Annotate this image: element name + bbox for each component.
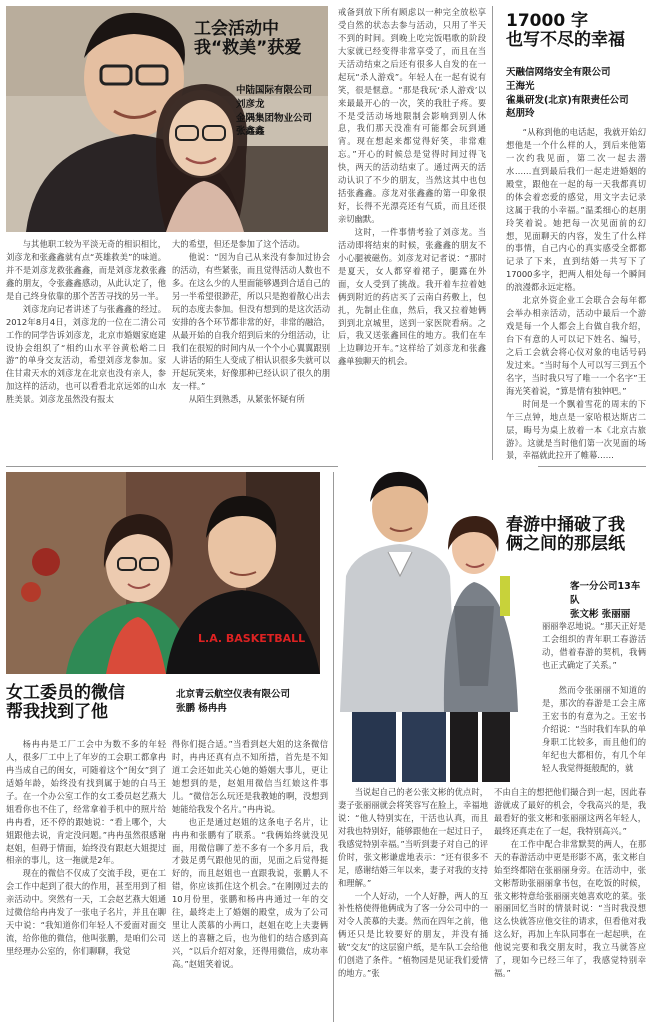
paragraph: 然而令张丽丽不知道的是，那次的春游是工会主席王宏书的有意为之。王宏书介绍说：“当时我们车队的单身职工比较多，而且他们的年纪也大都相仿，有几个年轻人我觉得挺般配的，就 [542, 685, 646, 773]
article1-title-line-2: 我“救美”获爱 [194, 38, 302, 59]
article1-column-2 [172, 238, 330, 460]
paragraph: 一个人好动，一个人好静，两人的互补性格使得他俩成为了客一分公司中的一对令人羡慕的夫妻。然而在四年之前，他俩还只是比较要好的朋友，并没有捅破“交友”的这层窗户纸，是车队工会给他们创造了条件。“植物园是见证我们爱情的地方。”张 [338, 890, 488, 979]
paragraph: 杨冉冉是工厂工会中为数不多的年轻人，很多厂工中上了年岁的工会职工都拿冉冉当成自己的闺女，可随着这个“闺女”到了适婚年龄，始终没有找到属于她的白马王子。在一个办公室工作的女工委员赵艺燕大姐看你也不住了，经常拿着手机中的照片给冉冉看，还不停的跟她说：“看上哪个，大姐跟他去说，肯定没问题。”冉冉虽然很感谢赵姐，但碍于情面，始终没有跟赵大姐提过相亲的事儿，这一拖就是2年。 [6, 739, 166, 866]
article4-title-line-2: 俩之间的那层纸 [506, 534, 625, 555]
article1-title-line-1: 工会活动中 [194, 19, 279, 39]
paragraph: 这时，一件事情考验了刘彦龙。当活动即将结束的时候，张鑫鑫的朋友不小心腿被磁伤。刘彦龙对记者说：“那时是夏天，女人都穿着裙子，腿露在外面，女人受到了挑战。我开着车拉着她俩到附近的药店买了云南白药敷上，包扎，先制止住血，然后，我又拉着她俩到到北京城里，送到一家医院看病。之后，我又送张鑫回住的地方。我们在车上边聊边开车。”这样给了刘彦龙和张鑫鑫单独聊天的机会。 [338, 226, 486, 367]
article1-column-1 [6, 238, 166, 460]
paragraph: 从陌生到熟悉，从紧张怀疑有所 [188, 394, 305, 405]
shirt-print: L.A. BASKETBALL [198, 632, 306, 645]
couple-photo-art [338, 466, 538, 782]
article3-title-line-2: 帮我找到了他 [6, 702, 108, 723]
paragraph: “从称到他的电话起，我就开始幻想他是一个什么样的人，到后来他第一次约我见面，第二次一起去潜水……直到最后我们一起走进婚姻的殿堂，跟他在一起的每一天我都真切的体会着恋爱的感觉，用文字去记录这属于我的小幸福。”温柔细心的赵朋玲笑着说。她把每一次见面前的幻想，见面聊天的内容，发生了什么样的事情，自己内心的真实感受全都都记录了下来，直到结婚一共写下了17000多字，把两人相处每一个瞬间的浪漫都永远定格。 [506, 127, 646, 293]
byline-person-2: 赵朋玲 [506, 108, 535, 120]
article1-title [194, 20, 334, 58]
couple-photo-zhang-yang [6, 472, 320, 674]
paragraph: 当说起自己的老公张文彬的优点时，妻子张丽丽就会将笑容写在脸上，幸福地说：“他人特别实在，干活也认真，而且对我也特别好，能够跟他在一起过日子，我感觉特别幸福。”当听到妻子对自己的评价时，张文彬谦虚地表示：“还有很多不足，感谢结婚三年以来，妻子对我的支持和理解。” [338, 787, 488, 888]
article2-body [506, 126, 646, 460]
article4-title [506, 516, 650, 554]
article2-title [506, 12, 648, 50]
paragraph: 时间是一个飘着雪花的周末的下午三点钟，地点是一家哈根达斯店二层，晦号为桌上放着一本《北京古旅游》。这就是当时他们第一次见面的场景，幸福就此拉开了帷幕…… [506, 398, 646, 460]
couple-photo-zhang-zhang [338, 466, 538, 782]
paragraph: 他说：“因为自己从来没有参加过协会的活动，有些紧张，而且觉得活动人数也不多。在这么少的人里面能够遇到合适自己的另一半希望很渺茫，所以只是抱着散心出去玩的态度去参加。但没有想到的是这次活动安排的各个环节都非常的好，非常的融洽，从最开始的自我介绍到后来的分组活动，让我们在很短的时间内从一个个小心翼翼跟别人讲话的陌生人变成了相认识很多失就可以开起玩笑来，好像那种已经认识了很久的朋友一样。” [172, 251, 330, 392]
byline-company: 客一分公司13车队 [570, 581, 641, 606]
section-divider [6, 466, 646, 467]
article3-column-1 [6, 738, 166, 1024]
article2-title-line-2: 也写不尽的幸福 [506, 30, 625, 51]
article3-column-2 [172, 738, 328, 1024]
byline-persons: 张鹏 杨冉冉 [176, 702, 227, 714]
article2-byline [506, 66, 648, 121]
byline-company-2: 雀巢研发(北京)有限责任公司 [506, 94, 629, 106]
article4-side-text [542, 620, 646, 682]
paragraph: 与其他职工较为平淡无奇的相识相比，刘彦龙和张鑫鑫就有点“英雄救美”的味道。并不是刘彦龙救张鑫鑫，而是刘彦龙救张鑫鑫的朋友，令张鑫鑫感动，从此认定了，他是自己终身依靠的那个苦苦寻找的另一半。 [6, 239, 166, 301]
paragraph: 得你们挺合适。”当看到赵大姐的这条微信时，冉冉还真有点不知所措，首先是不知道工会还如此关心她的婚姻大事儿，更让她想到的是，赵姐用微信当红娘这件事儿。“微信怎么玩还是我教她的啊，没想到她能给我发个名片。”冉冉说。 [172, 739, 328, 814]
column-divider [492, 6, 493, 460]
article3-title [6, 684, 176, 722]
column-divider [333, 472, 334, 1022]
article4-column-2 [494, 786, 646, 1024]
byline-person-2: 张鑫鑫 [236, 126, 265, 138]
byline-company-2: 金隅集团物业公司 [236, 112, 313, 124]
paragraph: 丽丽拳忍地说。“那天正好是工会组织的青年职工春游活动，借着春游的契机，我俩也正式确定了关系。” [542, 621, 646, 670]
article1-column-3 [338, 6, 486, 460]
paragraph: 也正是通过赵姐的这条电子名片，让冉冉和张鹏有了联系。“我俩始终就没见面，用微信聊了差不多有一个多月后，我才鼓足勇气跟他见的面，见面之后觉得挺好的，而且赵姐也一直跟我说，张鹏人不错，你应该抓住这个机会。”在刚刚过去的10月份里，张鹏和杨冉冉通过一年的交往，最终走上了婚姻的殿堂，成为了公司里让人羡慕的小两口，赵姐在吃上夫妻俩送上的喜糖之后，也为他们的结合感到高兴，“以后介绍对象，还得用微信，成功率高。”赵姐笑着说。 [172, 816, 328, 969]
byline-company-1: 天融信网络安全有限公司 [506, 67, 611, 78]
byline-person-1: 王海光 [506, 80, 535, 92]
paragraph: 刘彦龙向记者讲述了与张鑫鑫的经过。2012年8月4日，刘彦龙的一位在二清公司工作的同学告诉刘彦龙，北京市婚姻家庭建设协会组织了“相约山水平谷黄松峪二日游”的单身交友活动，希望刘彦龙参加。家住甘肃天水的刘彦龙在北京也没有亲人，参加这样的活动，也可以看看北京远郊的山水胜美景。刘彦龙虽然没有报太 [6, 303, 166, 405]
article4-title-line-1: 春游中捅破了我 [506, 515, 625, 535]
couple-photo-art [6, 472, 320, 674]
article4-byline [570, 580, 648, 621]
article1-byline [236, 84, 334, 139]
byline-company: 北京青云航空仪表有限公司 [176, 689, 291, 700]
byline-person-1: 刘彦龙 [236, 98, 265, 110]
byline-persons: 张文彬 张丽丽 [570, 608, 631, 620]
paragraph: 戒备到放下所有顾虑以一种完全放松享受自然的状态去参与活动，只用了半天不到的时间。到晚上吃完饭唱歌的阶段大家就已经变得非常享受了，而且在当天活动结束之后还有很多人自发的在一起玩“杀人游戏”。年轻人在一起有说有笑，很是惬意。“那是我玩‘杀人游戏’以来最最开心的一次，笑的我肚子疼。要不是受活动场地限制会影响到别人休息，我们那天没准有可能都会玩到通宵。现在想起来都觉得好笑，非常难忘。”开心的时候总是觉得时间过得飞快，两天的活动结束了。通过两天的活动认识了不少的朋友，当然这其中也包括张鑫鑫。彦龙对张鑫鑫的第一印象很好，长得不光漂亮还有气质，而且还很亲切幽默。 [338, 7, 486, 224]
article2-title-line-1: 17000 字 [506, 11, 589, 31]
byline-company-1: 中陆国际有限公司 [236, 85, 313, 96]
paragraph: 现在的微信不仅成了交流手段，更在工会工作中起到了很大的作用，甚至用到了相亲活动中。突然有一天，工会赵艺燕大姐通过微信给冉冉发了一张电子名片，并且在聊天中说：“我知道你们年轻人不爱面对面交流，给你他的微信，他叫张鹏，是咱们公司里经理办公室的，你们聊聊，我觉 [6, 868, 166, 956]
article4-side-text-2 [542, 684, 646, 782]
article3-title-line-1: 女工委员的微信 [6, 683, 125, 703]
article4-column-1 [338, 786, 488, 1024]
article3-byline [176, 688, 326, 716]
paragraph: 不由自主的想把他们撮合到一起，因此春游就成了最好的机会，令我高兴的是，我最看好的张文彬和张丽丽这两名年轻人，最终还真走在了一起，我特别高兴。” [494, 787, 646, 836]
paragraph: 北京外资企业工会联合会每年都会举办相亲活动，活动中最后一个游戏是每一个人都会上台做自我介绍，台下有意的人可以记下姓名、编号，之后工会就会将心仪对象的电话号码发过来。“当时每个人可以写三到五个名字，当时我只写了唯一一个名字”王海光笑着说，“算是情有独钟吧。” [506, 295, 646, 396]
paragraph: 大的希望，但还是参加了这个活动。 [172, 239, 305, 249]
paragraph: 在工作中配合非常默契的两人，在那天的春游活动中更是形影不离，张文彬自始至终都陪在张丽丽身旁。在活动中，张文彬帮助张丽丽拿书包，在吃饭的时候，张文彬特意给张丽丽夹她喜欢吃的菜。张丽丽回忆当时的情景时说：“当时我没想这么快就答应他交往的请求，但看他对我这么好，再加上车队同事在一起起哄，在他说完要和我交朋友时，我立马就答应了，现如今已经三年了，我感觉特别幸福。” [494, 838, 646, 979]
